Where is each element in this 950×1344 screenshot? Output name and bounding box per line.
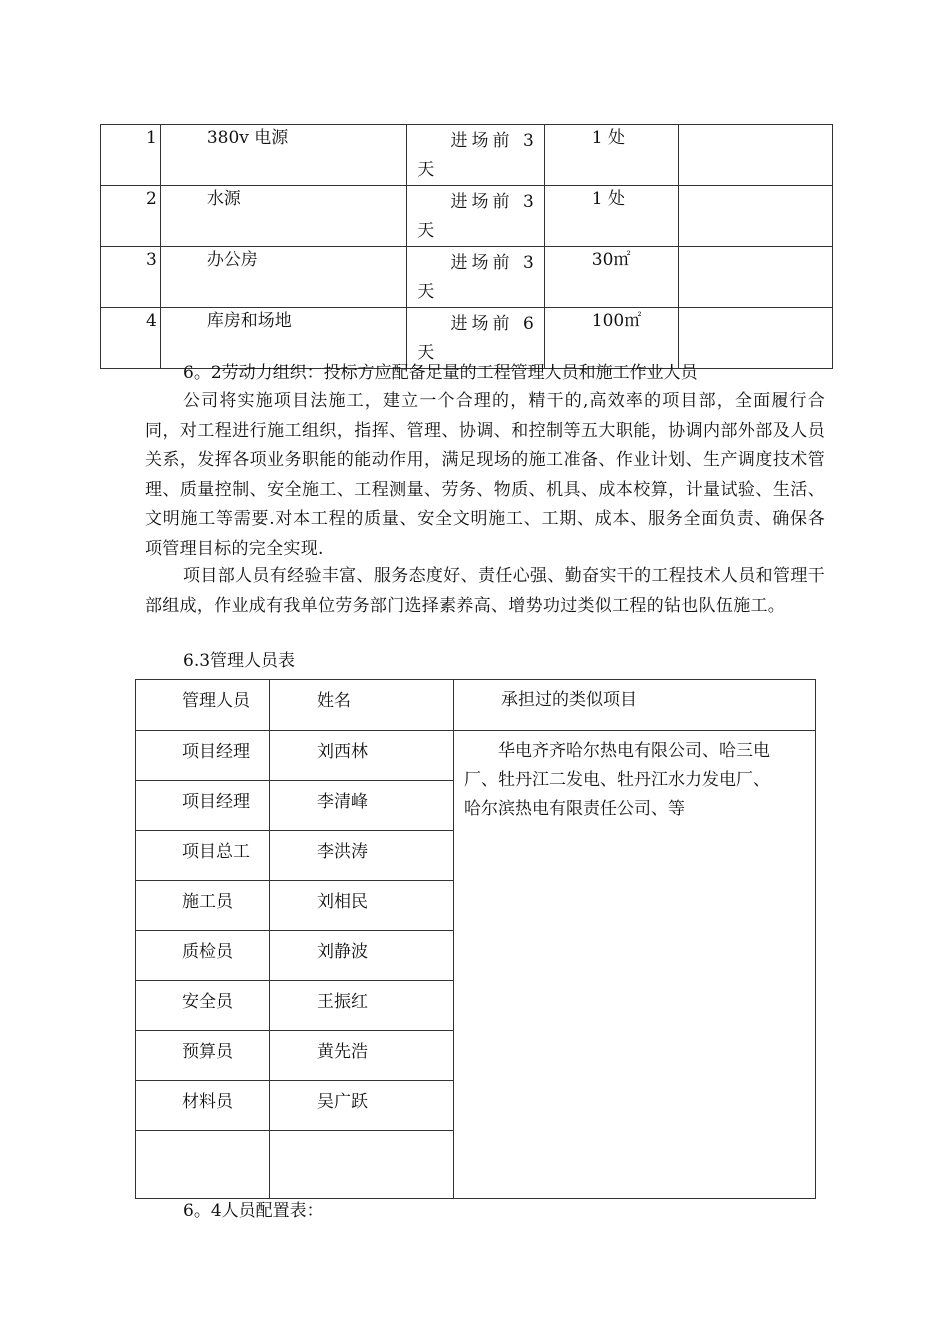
time-cell [407,308,545,369]
table-row [136,731,816,781]
section-heading-6-4: 6。4人员配置表： [183,1201,324,1221]
table-row [101,308,833,369]
name-cell: 刘静波 [270,931,454,981]
time-line-1: 进场前 6 [450,314,538,334]
name-cell: 刘西林 [270,731,454,781]
table-row [101,186,833,247]
table-row [101,247,833,308]
projects-line: 华电齐齐哈尔热电有限公司、哈三电 [464,741,770,761]
header-name: 姓名 [270,680,454,731]
remark-cell [678,247,832,308]
row-number: 3 [101,247,161,308]
paragraph-project-org: 公司将实施项目法施工，建立一个合理的，精干的,高效率的项目部，全面履行合同，对工程进行施工组织，指挥、管理、协调、和控制等五大职能，协调内部外部及人员关系，发挥各项业务职能的能动作用，满足现场的施工准备、作业计划、生产调度技术管理、质量控制、安全施工、工程测量、劳务、物质、机具、成本校算，计量试验、生活、文明施工等需要.对本工程的质量、安全文明施工、工期、成本、服务全面负责、确保各项管理目标的完全实现. [145,391,825,559]
role-cell: 项目总工 [136,831,270,881]
role-cell [136,1131,270,1199]
time-line-2: 天 [417,282,435,302]
section-heading-6-2: 6。2劳动力组织：投标方应配备足量的工程管理人员和施工作业人员 [183,363,698,383]
role-cell: 项目经理 [136,731,270,781]
item-cell: 380v 电源 [160,125,406,186]
header-role: 管理人员 [136,680,270,731]
projects-cell [454,731,816,1199]
projects-line: 哈尔滨热电有限责任公司、等 [464,799,685,819]
time-line-2: 天 [417,343,435,363]
name-cell: 李洪涛 [270,831,454,881]
role-cell: 项目经理 [136,781,270,831]
quantity-cell: 30㎡ [544,247,678,308]
time-line-1: 进场前 3 [450,131,538,151]
management-staff-table [135,679,816,1199]
header-projects: 承担过的类似项目 [454,680,816,731]
row-number: 4 [101,308,161,369]
name-cell: 李清峰 [270,781,454,831]
name-cell: 王振红 [270,981,454,1031]
name-cell [270,1131,454,1199]
time-line-1: 进场前 3 [450,192,538,212]
name-cell: 黄先浩 [270,1031,454,1081]
item-cell: 库房和场地 [160,308,406,369]
remark-cell [678,308,832,369]
time-line-2: 天 [417,221,435,241]
role-cell: 材料员 [136,1081,270,1131]
section-heading-6-3: 6.3管理人员表 [183,651,296,671]
table-row [101,125,833,186]
item-cell: 水源 [160,186,406,247]
role-cell: 安全员 [136,981,270,1031]
projects-text [464,737,809,824]
time-cell [407,125,545,186]
table-header-row [136,680,816,731]
row-number: 2 [101,186,161,247]
item-cell: 办公房 [160,247,406,308]
quantity-cell: 1 处 [544,186,678,247]
row-number: 1 [101,125,161,186]
name-cell: 吴广跃 [270,1081,454,1131]
time-line-1: 进场前 3 [450,253,538,273]
quantity-cell: 100㎡ [544,308,678,369]
resource-table [100,124,833,369]
role-cell: 预算员 [136,1031,270,1081]
name-cell: 刘相民 [270,881,454,931]
role-cell: 施工员 [136,881,270,931]
paragraph-staff: 项目部人员有经验丰富、服务态度好、责任心强、勤奋实干的工程技术人员和管理干部组成，作业成有我单位劳务部门选择素养高、增势功过类似工程的钻也队伍施工。 [145,566,825,616]
remark-cell [678,125,832,186]
remark-cell [678,186,832,247]
projects-line: 厂、牡丹江二发电、牡丹江水力发电厂、 [464,770,770,790]
time-line-2: 天 [417,160,435,180]
quantity-cell: 1 处 [544,125,678,186]
role-cell: 质检员 [136,931,270,981]
time-cell [407,186,545,247]
time-cell [407,247,545,308]
